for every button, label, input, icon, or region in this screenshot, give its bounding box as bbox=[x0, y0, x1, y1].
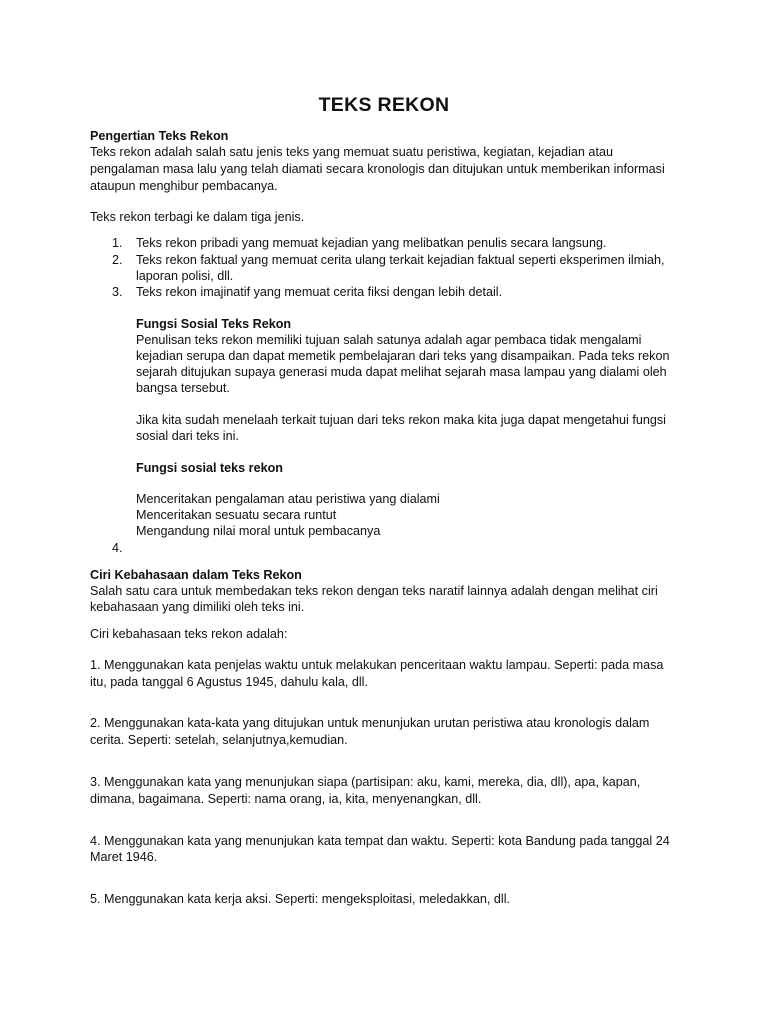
paragraph-line: Penulisan teks rekon memiliki tujuan salah satunya adalah agar pembaca tidak mengalami bbox=[136, 333, 642, 347]
ciri-point: 1. Menggunakan kata penjelas waktu untuk melakukan penceritaan waktu lampau. Seperti: pada masa bbox=[90, 658, 664, 672]
list-number: 4. bbox=[112, 541, 123, 555]
fungsi-item: Mengandung nilai moral untuk pembacanya bbox=[136, 524, 381, 538]
fungsi-item: Menceritakan sesuatu secara runtut bbox=[136, 508, 337, 522]
list-number: 1. bbox=[112, 236, 123, 250]
paragraph-line: sejarah ditujukan supaya generasi muda dapat melihat sejarah masa lampau yang dialami oleh bbox=[136, 365, 667, 379]
ciri-point-continuation: itu, pada tanggal 6 Agustus 1945, dahulu kala, dll. bbox=[90, 675, 368, 689]
ciri-point: 2. Menggunakan kata-kata yang ditujukan untuk menunjukan urutan peristiwa atau kronologis dalam bbox=[90, 716, 650, 730]
paragraph-line: kejadian serupa dan dapat memetik pembelajaran dari teks yang disampaikan. Pada teks rekon bbox=[136, 349, 670, 363]
list-item: Teks rekon faktual yang memuat cerita ulang terkait kejadian faktual seperti eksperimen ilmiah, bbox=[136, 253, 665, 267]
list-number: 2. bbox=[112, 253, 123, 267]
paragraph-line: sosial dari teks ini. bbox=[136, 429, 239, 443]
page-title: TEKS REKON bbox=[318, 94, 450, 116]
ciri-point-continuation: cerita. Seperti: setelah, selanjutnya,kemudian. bbox=[90, 733, 348, 747]
paragraph-line: kebahasaan yang dimiliki oleh teks ini. bbox=[90, 600, 305, 614]
section-heading-ciri: Ciri Kebahasaan dalam Teks Rekon bbox=[90, 568, 302, 582]
list-number: 3. bbox=[112, 285, 123, 299]
list-item: Teks rekon pribadi yang memuat kejadian yang melibatkan penulis secara langsung. bbox=[136, 236, 607, 250]
ciri-point: 4. Menggunakan kata yang menunjukan kata tempat dan waktu. Seperti: kota Bandung pada tanggal 24 bbox=[90, 834, 670, 848]
ciri-point-continuation: Maret 1946. bbox=[90, 850, 158, 864]
paragraph-line: Jika kita sudah menelaah terkait tujuan dari teks rekon maka kita juga dapat mengetahui fungsi bbox=[136, 413, 666, 427]
paragraph-intro: Teks rekon terbagi ke dalam tiga jenis. bbox=[90, 210, 305, 224]
paragraph-line: ataupun menghibur pembacanya. bbox=[90, 179, 278, 193]
paragraph-line: bangsa tersebut. bbox=[136, 381, 230, 395]
ciri-point: 5. Menggunakan kata kerja aksi. Seperti: mengeksploitasi, meledakkan, dll. bbox=[90, 892, 511, 906]
list-item: Teks rekon imajinatif yang memuat cerita fiksi dengan lebih detail. bbox=[136, 285, 503, 299]
section-heading-fungsi: Fungsi Sosial Teks Rekon bbox=[136, 317, 292, 331]
fungsi-item: Menceritakan pengalaman atau peristiwa yang dialami bbox=[136, 492, 440, 506]
ciri-point-continuation: dimana, bagaimana. Seperti: nama orang, ia, kita, menyenangkan, dll. bbox=[90, 792, 482, 806]
section-heading-pengertian: Pengertian Teks Rekon bbox=[90, 129, 229, 143]
paragraph-line: Salah satu cara untuk membedakan teks rekon dengan teks naratif lainnya adalah dengan melihat ciri bbox=[90, 584, 658, 598]
ciri-point: 3. Menggunakan kata yang menunjukan siapa (partisipan: aku, kami, mereka, dia, dll), apa, kapan, bbox=[90, 775, 641, 789]
paragraph-intro: Ciri kebahasaan teks rekon adalah: bbox=[90, 627, 288, 641]
subheading-fungsi-sosial: Fungsi sosial teks rekon bbox=[136, 461, 283, 475]
paragraph-line: pengalaman masa lalu yang telah diamati secara kronologis dan ditujukan untuk memberikan informasi bbox=[90, 162, 665, 176]
list-item-continuation: laporan polisi, dll. bbox=[136, 269, 234, 283]
paragraph-line: Teks rekon adalah salah satu jenis teks yang memuat suatu peristiwa, kegiatan, kejadian atau bbox=[90, 145, 613, 159]
